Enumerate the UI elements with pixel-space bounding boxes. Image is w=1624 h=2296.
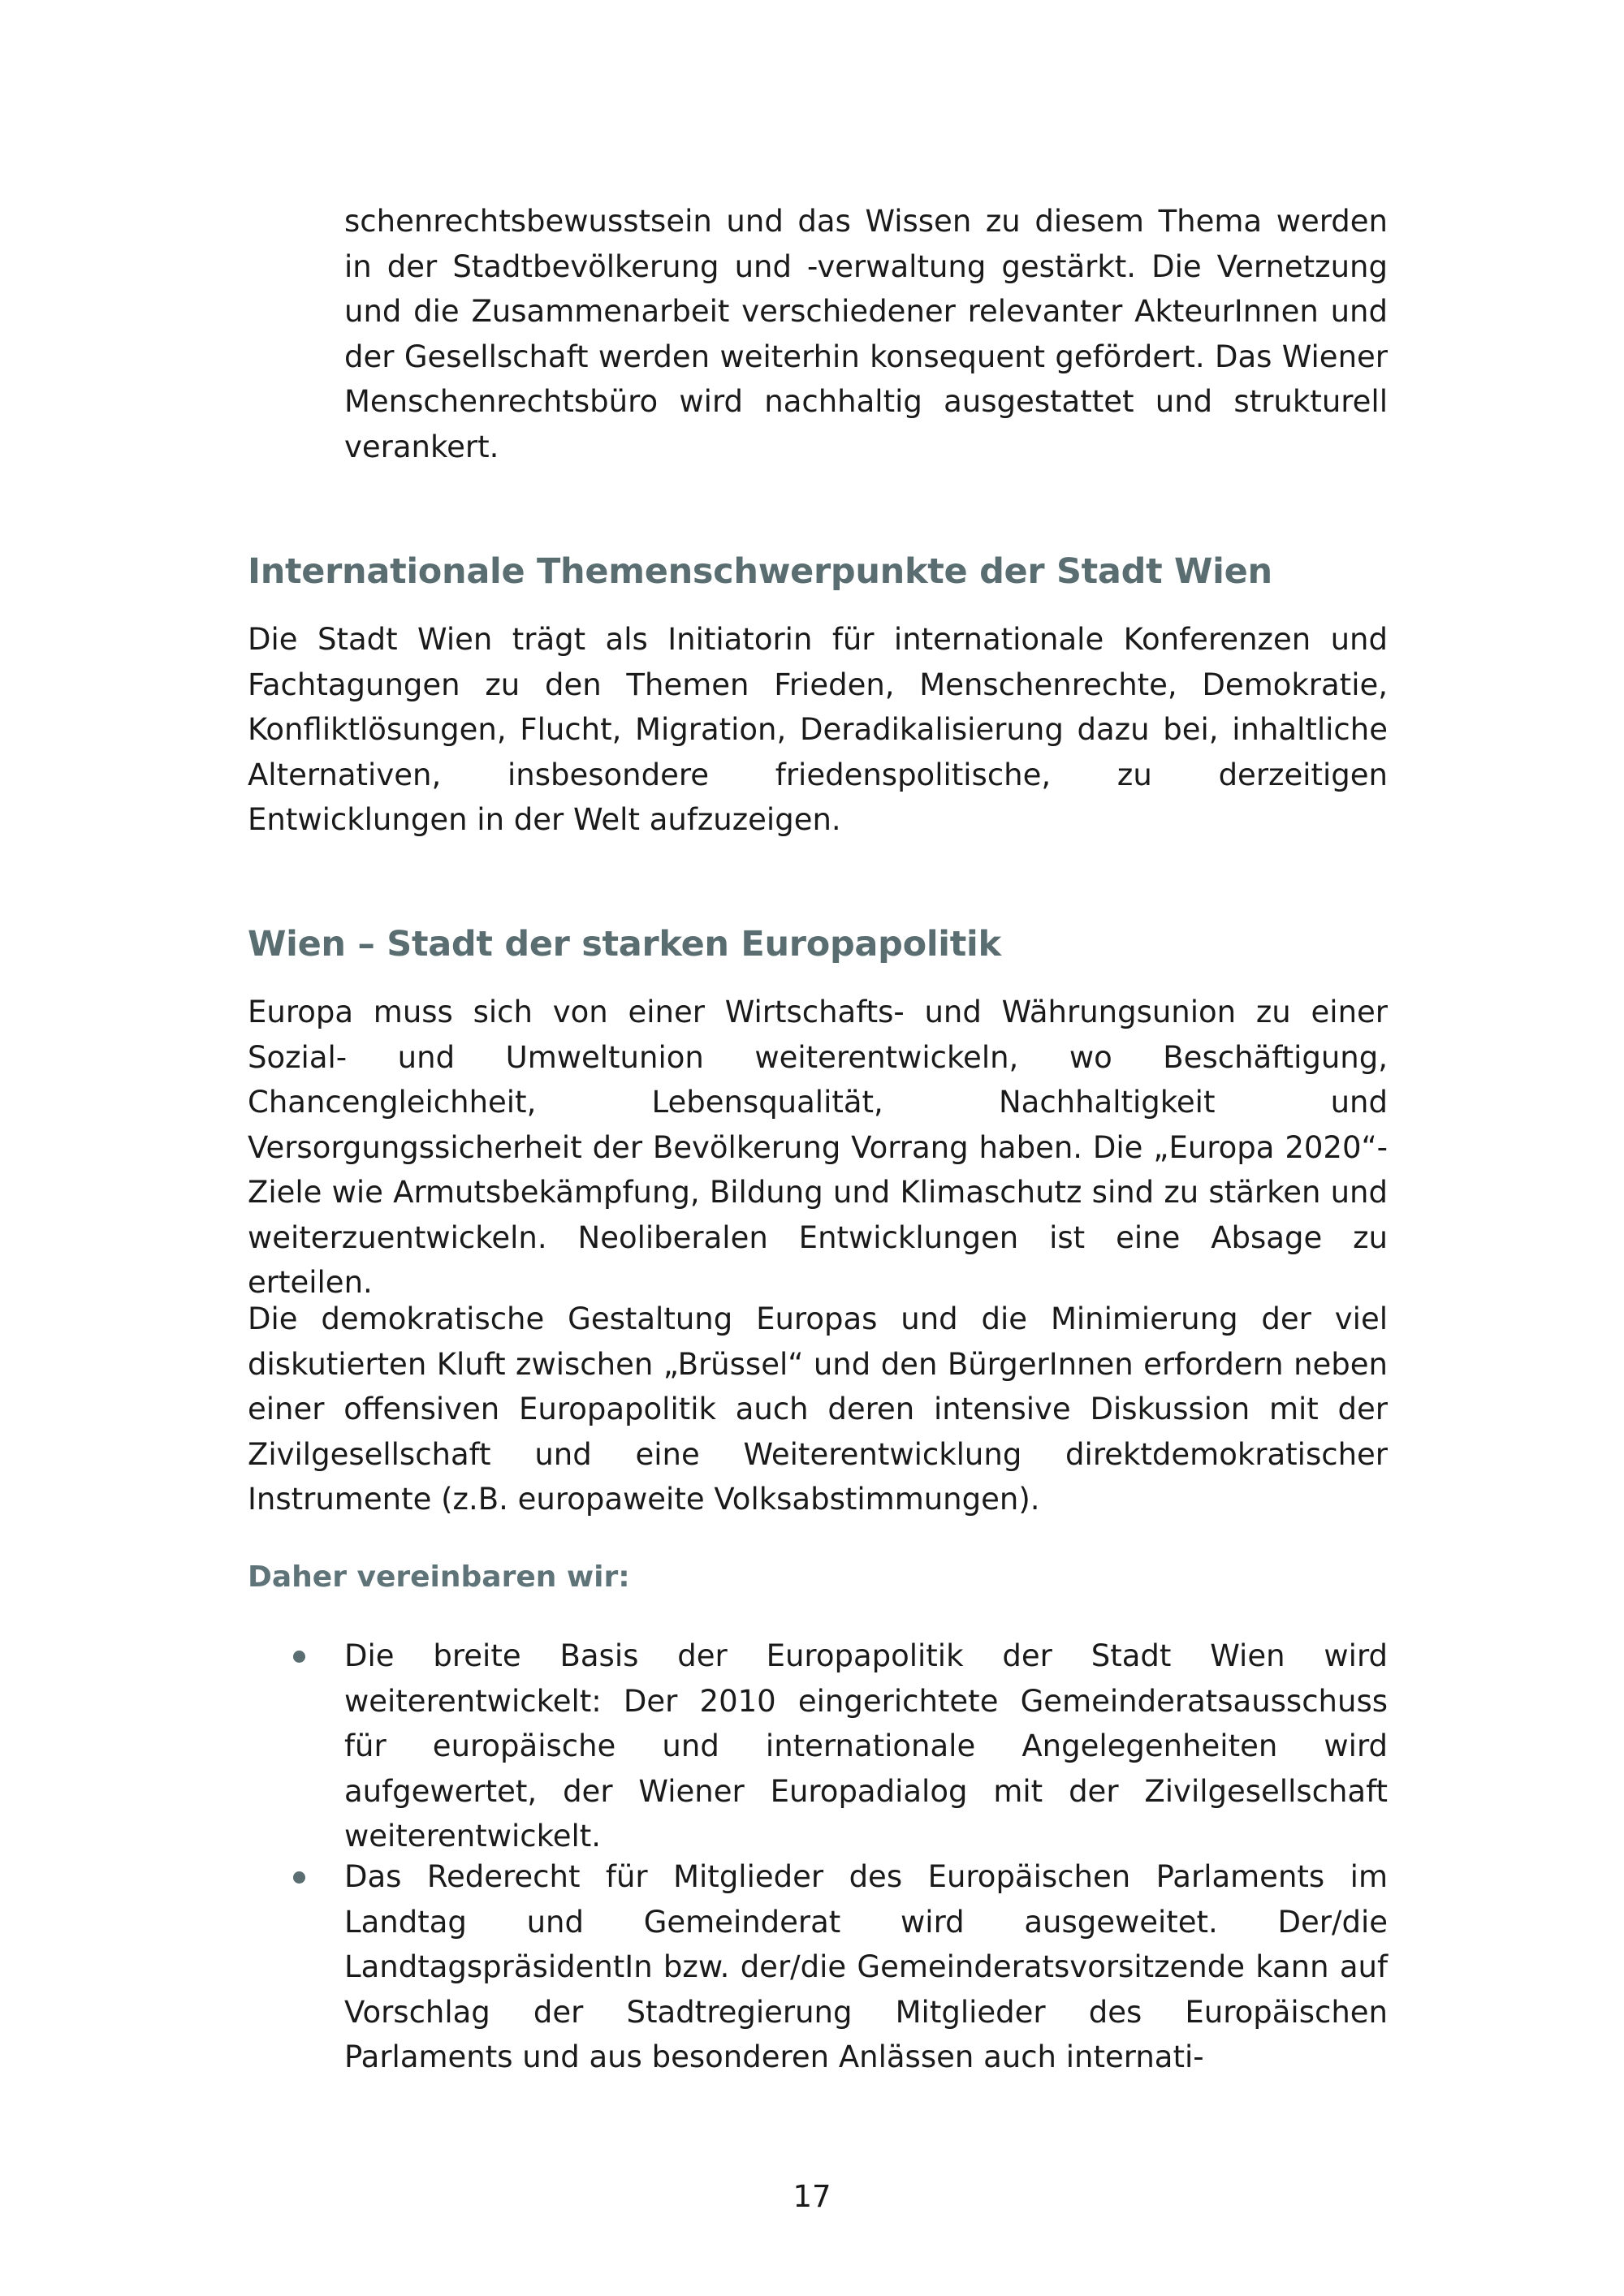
list-item-text: Die breite Basis der Europapolitik der Stadt Wien wird weiterentwickelt: Der 2010 eingerichtete Gemeinderatsausschuss für europäische und internationale Angelegenheiten wird aufgewertet, der Wiener Europadialog mit der Zivilgesellschaft weiterentwickelt. xyxy=(344,1638,1388,1854)
section-heading-international: Internationale Themenschwerpunkte der Stadt Wien xyxy=(248,551,1272,592)
section-europe-body-1 xyxy=(248,990,1388,1306)
agreement-subheading: Daher vereinbaren wir: xyxy=(248,1560,630,1594)
agreement-list-1 xyxy=(248,1634,1388,1859)
list-item xyxy=(248,1634,1388,1859)
agreement-list-2 xyxy=(248,1854,1388,2080)
section-europe-paragraph-1: Europa muss sich von einer Wirtschafts- und Währungsunion zu einer Sozial- und Umweltunion weiterentwickeln, wo Beschäftigung, Chancengleichheit, Lebensqualität, Nachhaltigkeit und Versorgungssicherheit der Bevölkerung Vorrang haben. Die „Europa 2020“-Ziele wie Armutsbekämpfung, Bildung und Klimaschutz sind zu stärken und weiterzuentwickeln. Neoliberalen Entwicklungen ist eine Absage zu erteilen. xyxy=(248,995,1388,1300)
section-international xyxy=(248,547,1388,596)
section-international-paragraph: Die Stadt Wien trägt als Initiatorin für internationale Konferenzen und Fachtagungen zu den Themen Frieden, Menschenrechte, Demokratie, Konfliktlösungen, Flucht, Migration, Deradikalisierung dazu bei, inhaltliche Alternativen, insbesondere friedenspolitische, zu derzeitigen Entwicklungen in der Welt aufzuzeigen. xyxy=(248,622,1388,837)
list-item-text: Das Rederecht für Mitglieder des Europäischen Parlaments im Landtag und Gemeinderat wird ausgeweitet. Der/die LandtagspräsidentIn bzw. der/die Gemeinderatsvorsitzende kann auf Vorschlag der Stadtregierung Mitglieder des Europäischen Parlaments und aus besonderen Anlässen auch internati- xyxy=(344,1859,1388,2074)
agreement-subheading-block xyxy=(248,1557,1388,1598)
bullet-list xyxy=(248,1634,1388,1859)
section-europe-body-2 xyxy=(248,1297,1388,1522)
bullet-icon xyxy=(293,1871,305,1884)
page-number: 17 xyxy=(793,2179,831,2214)
bullet-list xyxy=(248,1854,1388,2080)
list-item xyxy=(248,1854,1388,2080)
section-europe-paragraph-2: Die demokratische Gestaltung Europas und die Minimierung der viel diskutierten Kluft zwischen „Brüssel“ und den BürgerInnen erfordern neben einer offensiven Europapolitik auch deren intensive Diskussion mit der Zivilgesellschaft und eine Weiterentwicklung direktdemokratischer Instrumente (z.B. europaweite Volksabstimmungen). xyxy=(248,1301,1388,1517)
intro-paragraph: schenrechtsbewusstsein und das Wissen zu diesem Thema werden in der Stadtbevölkerung und -verwaltung gestärkt. Die Vernetzung und die Zusammenarbeit verschiedener relevanter AkteurInnen und der Gesellschaft werden weiterhin konsequent gefördert. Das Wiener Menschenrechtsbüro wird nachhaltig ausgestattet und strukturell verankert. xyxy=(344,204,1388,464)
section-international-body xyxy=(248,617,1388,843)
section-heading-europe: Wien – Stadt der starken Europapolitik xyxy=(248,924,1001,965)
section-europe xyxy=(248,920,1388,969)
bullet-icon xyxy=(293,1651,305,1663)
intro-block xyxy=(344,199,1388,469)
